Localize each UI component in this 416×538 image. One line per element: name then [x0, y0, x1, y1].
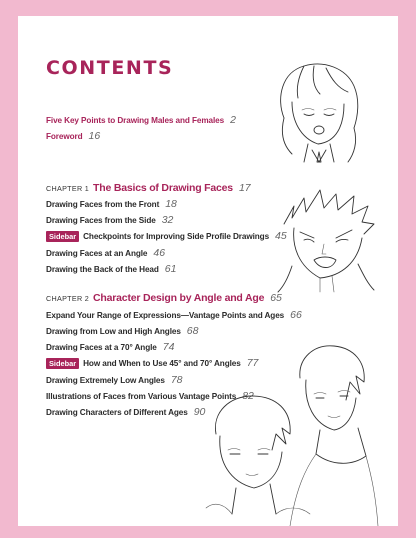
toc-entry-page: 82 — [242, 390, 254, 402]
toc-entry-foreword[interactable] — [46, 130, 100, 142]
toc-entry-title: Expand Your Range of Expressions—Vantage Points and Ages — [46, 311, 285, 320]
toc-entry-page: 16 — [88, 130, 101, 142]
toc-entry-title: Drawing Faces at a 70° Angle — [46, 343, 157, 352]
toc-entry-title: Drawing the Back of the Head — [46, 265, 159, 274]
toc-entry-title: Drawing Faces from the Side — [46, 216, 156, 225]
chapter-label: CHAPTER 2 — [46, 294, 90, 303]
toc-entry[interactable] — [46, 341, 174, 353]
toc-entry[interactable] — [46, 263, 176, 275]
toc-entry-title: Five Key Points to Drawing Males and Females — [46, 116, 225, 125]
toc-entry-page: 45 — [275, 230, 287, 242]
chapter-page: 65 — [270, 292, 282, 304]
page-title: CONTENTS — [46, 57, 174, 79]
toc-entry-title: How and When to Use 45° and 70° Angles — [83, 359, 241, 368]
toc-entry[interactable] — [46, 198, 177, 210]
toc-entry-page: 90 — [193, 406, 206, 418]
chapter-2-heading[interactable] — [46, 292, 282, 304]
toc-entry-page: 18 — [165, 198, 177, 210]
chapter-page: 17 — [238, 182, 251, 194]
toc-entry[interactable] — [46, 247, 165, 259]
toc-entry-page: 46 — [153, 247, 166, 259]
toc-entry[interactable] — [46, 406, 205, 418]
toc-entry-key-points[interactable] — [46, 114, 236, 126]
toc-entry-page: 68 — [186, 325, 199, 337]
sidebar-badge: Sidebar — [46, 231, 79, 242]
toc-entry-title: Drawing from Low and High Angles — [46, 327, 181, 336]
toc-entry-title: Drawing Extremely Low Angles — [46, 376, 165, 385]
toc-entry[interactable] — [46, 309, 302, 321]
toc-entry-sidebar[interactable] — [46, 230, 287, 242]
toc-entry-title: Drawing Characters of Different Ages — [46, 408, 188, 417]
two-boys-illustration — [193, 338, 386, 526]
toc-entry-page: 77 — [246, 357, 259, 369]
chapter-1-heading[interactable] — [46, 182, 251, 194]
toc-entry-page: 74 — [162, 341, 175, 353]
sidebar-badge: Sidebar — [46, 358, 79, 369]
toc-entry-page: 32 — [161, 214, 174, 226]
toc-entry-title: Foreword — [46, 132, 83, 141]
toc-entry-title: Drawing Faces at an Angle — [46, 249, 148, 258]
toc-entry-page: 78 — [170, 374, 183, 386]
toc-entry-title: Checkpoints for Improving Side Profile Drawings — [83, 232, 270, 241]
chapter-title: The Basics of Drawing Faces — [93, 182, 233, 194]
toc-entry[interactable] — [46, 374, 183, 386]
toc-entry[interactable] — [46, 214, 173, 226]
toc-entry[interactable] — [46, 325, 198, 337]
chapter-title: Character Design by Angle and Age — [93, 292, 265, 304]
girl-illustration — [262, 58, 382, 166]
boy-shouting-illustration — [270, 184, 384, 296]
toc-entry-page: 2 — [230, 114, 236, 126]
toc-entry-page: 61 — [164, 263, 177, 275]
chapter-label: CHAPTER 1 — [46, 184, 90, 193]
toc-entry-title: Drawing Faces from the Front — [46, 200, 160, 209]
toc-entry-title: Illustrations of Faces from Various Vantage Points — [46, 392, 237, 401]
toc-entry-page: 66 — [290, 309, 302, 321]
